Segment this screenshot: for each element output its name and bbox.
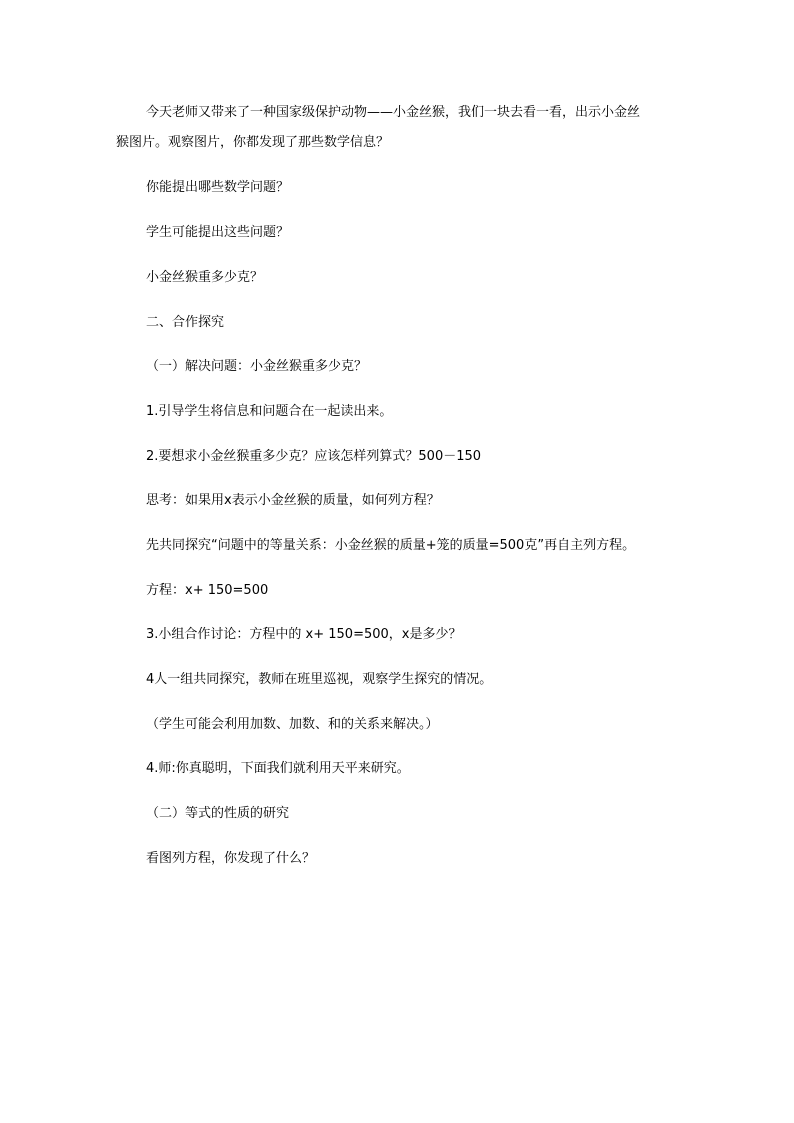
- paragraph-think-equation: 思考：如果用x表示小金丝猴的质量，如何列方程？: [146, 493, 440, 508]
- paragraph-monkey-weight: 小金丝猴重多少克？: [146, 270, 264, 285]
- paragraph-addend-relation: （学生可能会利用加数、加数、和的关系来解决。）: [146, 717, 439, 732]
- paragraph-equal-relation: 先共同探究“问题中的等量关系：小金丝猴的质量+笼的质量=500克”再自主列方程。: [146, 538, 636, 553]
- paragraph-group-of-four: 4人一组共同探究，教师在班里巡视，观察学生探究的情况。: [146, 672, 493, 687]
- paragraph-picture-equation: 看图列方程，你发现了什么？: [146, 851, 316, 866]
- step-2-formula: 2.要想求小金丝猴重多少克？应该怎样列算式？500－150: [146, 449, 482, 464]
- paragraph-intro-line1: 今天老师又带来了一种国家级保护动物——小金丝猴，我们一块去看一看，出示小金丝: [146, 105, 641, 120]
- paragraph-intro-line2: 猴图片。观察图片，你都发现了那些数学信息？: [116, 135, 390, 150]
- subsection-heading-solve-problem: （一）解决问题：小金丝猴重多少克？: [146, 359, 368, 374]
- step-4-teacher-balance: 4.师:你真聪明，下面我们就利用天平来研究。: [146, 761, 410, 776]
- paragraph-student-questions: 学生可能提出这些问题？: [146, 225, 290, 240]
- section-heading-cooperative-inquiry: 二、合作探究: [146, 315, 225, 330]
- paragraph-equation: 方程：x+ 150=500: [146, 583, 269, 598]
- paragraph-question-prompt: 你能提出哪些数学问题？: [146, 180, 290, 195]
- step-1-read-aloud: 1.引导学生将信息和问题合在一起读出来。: [146, 404, 393, 419]
- subsection-heading-equality-properties: （二）等式的性质的研究: [146, 806, 290, 821]
- step-3-group-discussion: 3.小组合作讨论：方程中的 x+ 150=500，x是多少？: [146, 627, 462, 642]
